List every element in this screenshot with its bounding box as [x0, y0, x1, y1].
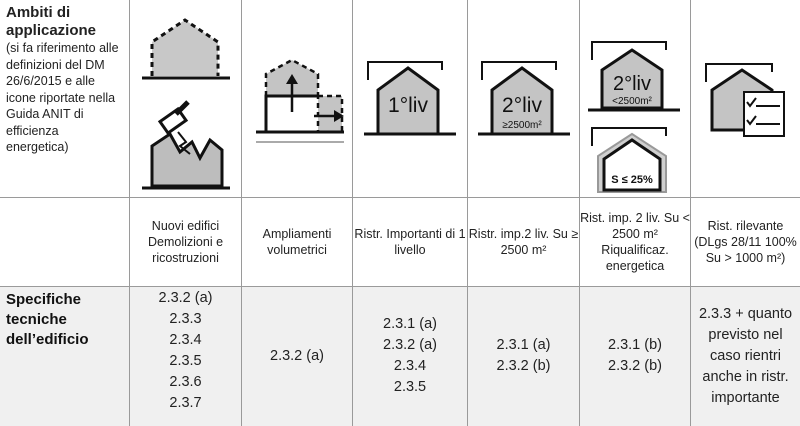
specs-cell [353, 288, 467, 424]
spec-item: 2.3.1 (b) [608, 337, 662, 353]
spec-item: 2.3.1 (a) [496, 337, 551, 353]
header-title: Ambiti di applicazione [6, 4, 97, 39]
category-label: Ristr. imp.2 liv. Su ≥ 2500 m² [468, 227, 579, 257]
level-label: 1°liv [388, 94, 428, 117]
spec-item: 2.3.1 (a) [383, 316, 437, 332]
specs-cell [580, 288, 690, 424]
row-divider [0, 286, 800, 287]
demolition-hammer-icon [142, 102, 230, 188]
level-label: 2°liv [502, 94, 542, 117]
category-label: Ristr. Importanti di 1 livello [354, 227, 466, 257]
spec-item: 2.3.5 [169, 353, 202, 369]
spec-item: 2.3.2 (b) [496, 358, 551, 374]
extension-icon [252, 56, 348, 146]
spec-item: 2.3.4 [169, 332, 202, 348]
header-note: (si fa riferimento alle definizioni del DM 26/6/2015 e alle icone riportate nella Guida ANIT di efficienza energetica) [6, 41, 119, 154]
second-level-large-icon [476, 54, 572, 140]
envelope-ratio-label: S ≤ 25% [611, 174, 653, 186]
spec-item: 2.3.7 [169, 395, 202, 411]
spec-item: 2.3.3 [169, 311, 202, 327]
checklist-icon [704, 56, 788, 142]
specs-cell [130, 288, 241, 424]
specs-title: Specifiche tecniche dell’edificio [6, 291, 89, 348]
category-label: Rist. imp. 2 liv. Su < 2500 m² Riqualificaz. energetica [580, 211, 690, 273]
specs-cell [242, 288, 352, 424]
second-level-small-icon [586, 38, 682, 196]
level-label: 2°liv [612, 73, 652, 95]
new-building-icon [140, 14, 232, 196]
category-label: Rist. rilevante (DLgs 28/11 100% Su > 1000 m²) [694, 219, 797, 265]
area-label: <2500m² [612, 96, 652, 107]
envelope-ratio-icon [592, 128, 666, 192]
spec-item: 2.3.2 (b) [608, 358, 662, 374]
spec-item: 2.3.4 [393, 358, 427, 374]
specs-cell [693, 288, 798, 424]
spec-item: 2.3.3 + quanto previsto nel caso rientri anche in ristr. importante [698, 305, 793, 406]
spec-item: 2.3.2 (a) [158, 290, 213, 306]
first-level-renovation-icon [362, 54, 458, 140]
category-label: Ampliamenti volumetrici [262, 227, 332, 257]
category-label: Nuovi edifici Demolizioni e ricostruzioni [147, 219, 224, 265]
header-cell [6, 4, 124, 156]
spec-item: 2.3.2 (a) [270, 347, 324, 364]
area-label: ≥2500m² [502, 120, 542, 131]
specs-cell [468, 288, 579, 424]
spec-item: 2.3.5 [393, 379, 427, 395]
spec-item: 2.3.2 (a) [383, 337, 437, 353]
spec-item: 2.3.6 [169, 374, 202, 390]
